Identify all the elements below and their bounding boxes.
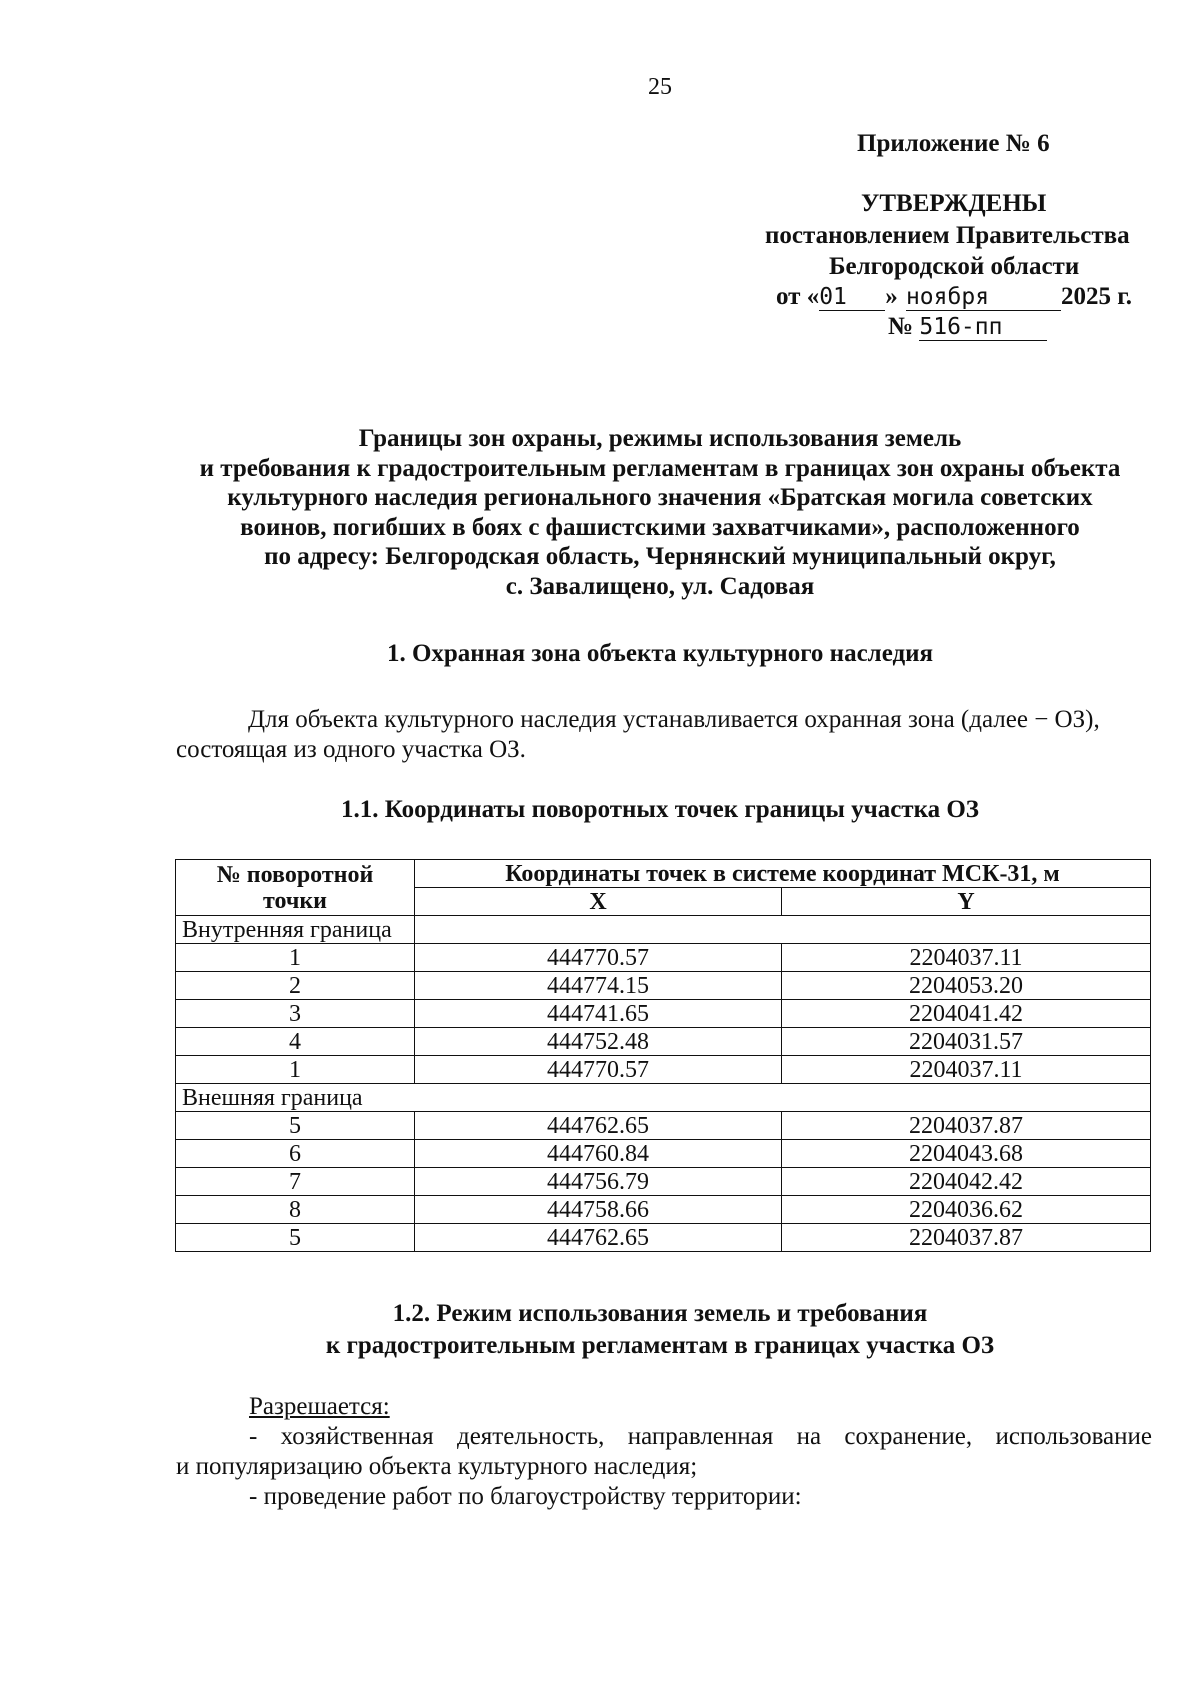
date-prefix: от « xyxy=(776,283,820,310)
table-row xyxy=(176,1168,1151,1196)
cell-point: 3 xyxy=(176,1000,415,1028)
cell-x: 444741.65 xyxy=(415,1000,782,1028)
cell-x: 444774.15 xyxy=(415,972,782,1000)
table-row xyxy=(176,1056,1151,1084)
cell-x: 444752.48 xyxy=(415,1028,782,1056)
approved-label: УТВЕРЖДЕНЫ xyxy=(861,190,1047,217)
table-header-row xyxy=(176,860,1151,888)
table-row xyxy=(176,1028,1151,1056)
cell-x: 444762.65 xyxy=(415,1224,782,1252)
group-label-filler xyxy=(415,916,1151,944)
allowed-item-1-line1: - хозяйственная деятельность, направленная на сохранение, использование xyxy=(249,1423,1152,1450)
title-line: и требования к градостроительным регламентам в границах зон охраны объекта xyxy=(199,454,1121,482)
cell-point: 7 xyxy=(176,1168,415,1196)
allowed-label: Разрешается: xyxy=(249,1393,390,1420)
table-row xyxy=(176,1112,1151,1140)
cell-x: 444760.84 xyxy=(415,1140,782,1168)
group-label-filler xyxy=(415,1084,1151,1112)
cell-point: 8 xyxy=(176,1196,415,1224)
title-line: с. Завалищено, ул. Садовая xyxy=(505,572,815,600)
coordinates-table xyxy=(175,859,1151,1252)
number-prefix: № xyxy=(888,313,914,340)
page-number: 25 xyxy=(648,74,672,100)
table-row xyxy=(176,1000,1151,1028)
table-row xyxy=(176,944,1151,972)
cell-y: 2204031.57 xyxy=(782,1028,1151,1056)
header-point-number-line1: № поворотной xyxy=(216,861,374,888)
decree-date xyxy=(776,283,1132,311)
header-point-number-line2: точки xyxy=(262,887,328,914)
cell-y: 2204053.20 xyxy=(782,972,1151,1000)
table-row xyxy=(176,1140,1151,1168)
cell-point: 5 xyxy=(176,1112,415,1140)
cell-point: 1 xyxy=(176,1056,415,1084)
cell-point: 5 xyxy=(176,1224,415,1252)
date-day: 01 xyxy=(819,284,885,311)
cell-point: 2 xyxy=(176,972,415,1000)
section-1-1-heading: 1.1. Координаты поворотных точек границы участка ОЗ xyxy=(341,796,979,823)
cell-y: 2204041.42 xyxy=(782,1000,1151,1028)
cell-x: 444758.66 xyxy=(415,1196,782,1224)
cell-y: 2204037.87 xyxy=(782,1224,1151,1252)
title-line: культурного наследия регионального значения «Братская могила советских xyxy=(227,484,1093,512)
decree-label: постановлением Правительства xyxy=(765,222,1130,249)
table-row xyxy=(176,972,1151,1000)
allowed-item-2: - проведение работ по благоустройству территории: xyxy=(249,1483,802,1510)
section-1-2-heading-line: 1.2. Режим использования земель и требования xyxy=(392,1300,928,1327)
table-group-row xyxy=(176,1084,1151,1112)
cell-x: 444770.57 xyxy=(415,1056,782,1084)
cell-x: 444762.65 xyxy=(415,1112,782,1140)
section-1-2-heading xyxy=(168,1298,1152,1362)
section-1-2-body xyxy=(176,1392,1152,1512)
date-month: ноября xyxy=(906,284,1061,311)
section-1-heading: 1. Охранная зона объекта культурного наследия xyxy=(386,640,934,667)
title-line: Границы зон охраны, режимы использования земель xyxy=(358,425,962,452)
region-label: Белгородской области xyxy=(829,253,1080,280)
header-point-number xyxy=(176,860,415,916)
table-row xyxy=(176,1196,1151,1224)
date-year: 2025 г. xyxy=(1060,283,1132,310)
cell-point: 6 xyxy=(176,1140,415,1168)
section-1-paragraph xyxy=(176,705,1152,765)
title-line: по адресу: Белгородская область, Чернянский муниципальный округ, xyxy=(264,543,1056,571)
title-line: воинов, погибших в боях с фашистскими захватчиками», расположенного xyxy=(240,513,1080,541)
cell-y: 2204037.11 xyxy=(782,944,1151,972)
cell-y: 2204036.62 xyxy=(782,1196,1151,1224)
document-title xyxy=(168,424,1152,602)
table-group-row xyxy=(176,916,1151,944)
paragraph-line: состоящая из одного участка ОЗ. xyxy=(176,736,526,763)
header-coordinates: Координаты точек в системе координат МСК-31, м xyxy=(415,860,1151,888)
section-1-2-heading-line: к градостроительным регламентам в границах участка ОЗ xyxy=(325,1332,995,1359)
paragraph-line: Для объекта культурного наследия устанавливается охранная зона (далее − ОЗ), xyxy=(248,706,1100,733)
group-label: Внешняя граница xyxy=(176,1084,415,1112)
cell-x: 444770.57 xyxy=(415,944,782,972)
header-y: Y xyxy=(782,888,1151,916)
cell-point: 4 xyxy=(176,1028,415,1056)
cell-x: 444756.79 xyxy=(415,1168,782,1196)
number-value: 516-пп xyxy=(919,314,1047,341)
table-row xyxy=(176,1224,1151,1252)
cell-y: 2204037.87 xyxy=(782,1112,1151,1140)
date-mid: » xyxy=(885,283,898,310)
cell-y: 2204042.42 xyxy=(782,1168,1151,1196)
appendix-label: Приложение № 6 xyxy=(857,130,1050,157)
allowed-item-1-line2: и популяризацию объекта культурного наследия; xyxy=(176,1453,698,1480)
group-label: Внутренняя граница xyxy=(176,916,415,944)
cell-y: 2204037.11 xyxy=(782,1056,1151,1084)
decree-number xyxy=(888,313,1047,341)
cell-y: 2204043.68 xyxy=(782,1140,1151,1168)
header-x: X xyxy=(415,888,782,916)
cell-point: 1 xyxy=(176,944,415,972)
